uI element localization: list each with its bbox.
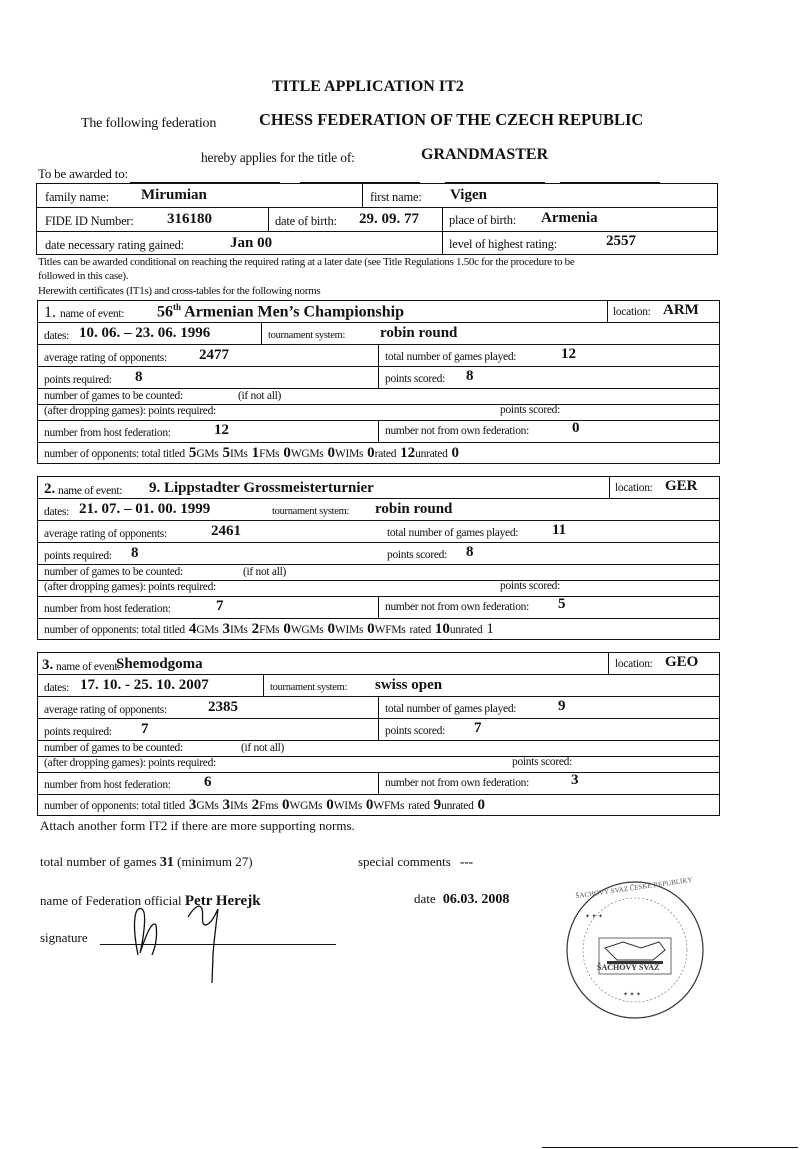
norm-3-location-label: location:: [615, 658, 653, 670]
stamp-rim-text: ŠACHOVÝ SVAZ ČESKÉ REPUBLIKY: [575, 875, 693, 901]
attach-note: Attach another form IT2 if there are more supporting norms.: [40, 818, 355, 833]
unrated-label: unrated: [415, 448, 448, 460]
norm-1-req: 8: [135, 369, 143, 385]
norm-3-avg-label: average rating of opponents:: [44, 704, 167, 716]
norm-2-after-label: (after dropping games): points required:: [44, 581, 216, 593]
wfms-count: 0: [367, 445, 375, 461]
rule: [37, 442, 720, 443]
norm-2-scored: 8: [466, 544, 474, 560]
rule: [37, 388, 720, 389]
federation-stamp: [563, 875, 707, 1022]
unrated-count: 0: [477, 797, 486, 813]
norm-2-ifnotall: (if not all): [243, 566, 287, 578]
norm-2-host-label: number from host federation:: [44, 603, 171, 615]
wims-count: 0: [326, 797, 334, 813]
divider: [378, 344, 379, 388]
norm-3-scored2-label: points scored:: [512, 756, 572, 768]
norm-1-avg-label: average rating of opponents:: [44, 352, 167, 364]
highest-rating-label: level of highest rating:: [449, 237, 558, 251]
signature-scribble: [128, 895, 238, 985]
norm-1-scored-label: points scored:: [385, 373, 445, 385]
ims-label: IMs: [229, 624, 248, 636]
official-name: Petr Herejk: [184, 893, 261, 909]
divider: [261, 322, 262, 344]
fms-label: Fms: [259, 800, 279, 812]
divider: [378, 772, 379, 794]
family-name-value: Mirumian: [141, 187, 207, 203]
wfms-label: WFMs: [374, 624, 406, 636]
awarded-to-label: To be awarded to:: [38, 166, 128, 181]
fms-count: 2: [251, 797, 260, 813]
norm-2-scored-label: points scored:: [387, 549, 447, 561]
wims-count: 0: [327, 621, 335, 637]
wgms-label: WGMs: [289, 800, 323, 812]
fms-count: 1: [251, 445, 260, 461]
date-label: date: [414, 891, 436, 906]
norm-1-ifnotall: (if not all): [238, 390, 282, 402]
norm-2-location-label: location:: [615, 482, 653, 494]
svg-text:✦ ✦ ✦: ✦ ✦ ✦: [623, 992, 642, 998]
norm-3-dates-label: dates:: [44, 682, 70, 694]
norm-2-event-label: name of event:: [58, 485, 123, 497]
first-name-value: Vigen: [450, 187, 487, 203]
minimum-note: (minimum 27): [177, 854, 253, 869]
date-value: 06.03. 2008: [442, 892, 510, 907]
first-name-label: first name:: [370, 190, 422, 204]
norm-3-avg: 2385: [208, 699, 238, 715]
norm-1-location-label: location:: [613, 306, 651, 318]
norm-2-counted-label: number of games to be counted:: [44, 566, 183, 578]
norm-2-dates: 21. 07. – 01. 00. 1999: [79, 501, 211, 517]
divider: [607, 300, 608, 322]
rated-count: 10: [434, 621, 450, 637]
norm-2-system: robin round: [375, 501, 453, 517]
rule: [37, 498, 720, 499]
event-ordinal: th: [173, 302, 182, 312]
special-label: special comments: [358, 854, 451, 869]
norm-1-location: ARM: [663, 302, 699, 318]
rated-count: 12: [400, 445, 416, 461]
svg-text:✦ ✦ ✦: ✦ ✦ ✦: [585, 914, 604, 920]
norm-3-req: 7: [141, 721, 149, 737]
rule: [37, 520, 720, 521]
gms-count: 5: [188, 445, 197, 461]
norm-1-counted-label: number of games to be counted:: [44, 390, 183, 402]
norm-1-host-label: number from host federation:: [44, 427, 171, 439]
bottom-rule: [542, 1147, 798, 1148]
norm-3-counted-label: number of games to be counted:: [44, 742, 183, 754]
fide-id-value: 316180: [167, 211, 212, 227]
wgms-count: 0: [283, 621, 291, 637]
unrated-count: 1: [486, 621, 494, 637]
norm-3-scored-label: points scored:: [385, 725, 445, 737]
norm-2-notown-label: number not from own federation:: [385, 601, 529, 613]
ims-label: IMs: [229, 800, 248, 812]
rule: [36, 231, 718, 232]
rated-label: rated: [409, 624, 431, 636]
wgms-label: WGMs: [290, 624, 324, 636]
rating-date-label: date necessary rating gained:: [45, 238, 184, 252]
rule: [36, 207, 718, 208]
unrated-label: unrated: [441, 800, 474, 812]
norm-3-scored: 7: [474, 720, 482, 736]
norm-1-after-label: (after dropping games): points required:: [44, 405, 216, 417]
norm-1-system: robin round: [380, 325, 458, 341]
norm-3-opponents: [44, 796, 485, 814]
norm-3-event: Shemodgoma: [116, 656, 203, 672]
norm-2-req: 8: [131, 545, 139, 561]
norm-1-opponents: [44, 444, 459, 462]
norm-2-number: 2.: [44, 481, 56, 497]
divider: [378, 696, 379, 740]
divider: [608, 652, 609, 674]
norm-2-scored2-label: points scored:: [500, 580, 560, 592]
norm-2-avg: 2461: [211, 523, 241, 539]
norm-2-location: GER: [665, 478, 698, 494]
norm-3-system: swiss open: [375, 677, 443, 693]
wims-label: WIMs: [334, 624, 364, 636]
wims-count: 0: [327, 445, 335, 461]
divider: [263, 674, 264, 696]
total-games-value: 31: [159, 855, 174, 870]
norm-3-host: 6: [204, 774, 212, 790]
highest-rating-value: 2557: [606, 233, 636, 249]
rule: [37, 542, 720, 543]
norm-1-event-label: name of event:: [60, 308, 125, 320]
conditional-note-1: Titles can be awarded conditional on reaching the required rating at a later date (see Title Regulations 1.50c for the procedure to be: [38, 256, 575, 268]
norm-2-notown: 5: [558, 596, 566, 612]
divider: [378, 420, 379, 442]
norm-3-notown-label: number not from own federation:: [385, 777, 529, 789]
opponents-label: number of opponents: total titled: [44, 448, 185, 460]
date-line: [414, 891, 509, 908]
rating-date-value: Jan 00: [230, 235, 273, 251]
divider: [268, 207, 269, 231]
ims-count: 5: [222, 445, 230, 461]
unrated-count: 0: [451, 445, 460, 461]
norm-1-notown: 0: [572, 420, 580, 436]
pob-value: Armenia: [541, 210, 598, 226]
family-name-label: family name:: [45, 190, 109, 204]
gms-label: GMs: [196, 800, 219, 812]
norm-2-opponents: [44, 620, 494, 638]
dob-label: date of birth:: [275, 214, 337, 228]
norm-3-req-label: points required:: [44, 726, 112, 738]
norm-1-number: 1.: [44, 304, 56, 321]
rule: [37, 674, 720, 675]
unrated-label: unrated: [449, 624, 483, 636]
wims-label: WIMs: [333, 800, 362, 812]
norm-3-system-label: tournament system:: [270, 682, 348, 693]
special-value: ---: [460, 854, 474, 869]
rule: [37, 322, 720, 323]
event-number: 56: [157, 303, 173, 321]
wfms-count: 0: [367, 621, 375, 637]
gms-label: GMs: [196, 448, 219, 460]
rated-count: 9: [433, 797, 442, 813]
opponents-label: number of opponents: total titled: [44, 624, 185, 636]
divider: [442, 207, 443, 255]
ims-count: 3: [222, 797, 230, 813]
norm-3-notown: 3: [571, 772, 579, 788]
pob-label: place of birth:: [449, 213, 517, 227]
event-title: Armenian Men’s Championship: [181, 303, 405, 321]
norm-1-host: 12: [214, 422, 229, 438]
total-games-line: [40, 854, 253, 871]
ims-label: IMs: [229, 448, 248, 460]
norm-2-avg-label: average rating of opponents:: [44, 528, 167, 540]
norm-3-location: GEO: [665, 654, 699, 670]
norm-2-total-label: total number of games played:: [387, 527, 519, 539]
gms-count: 3: [188, 797, 197, 813]
divider: [362, 183, 363, 207]
norm-1-req-label: points required:: [44, 374, 112, 386]
wgms-label: WGMs: [290, 448, 324, 460]
divider: [609, 476, 610, 498]
wfms-count: 0: [365, 797, 374, 813]
conditional-note-2: followed in this case).: [38, 270, 129, 282]
federation-name: CHESS FEDERATION OF THE CZECH REPUBLIC: [259, 110, 644, 129]
norm-3-host-label: number from host federation:: [44, 779, 171, 791]
norm-1-dates-label: dates:: [44, 330, 70, 342]
norm-3-ifnotall: (if not all): [241, 742, 285, 754]
title-applied: GRANDMASTER: [421, 146, 549, 163]
signature-label: signature: [40, 930, 88, 945]
stamp-center-text: ŠACHOVÝ SVAZ: [597, 963, 660, 972]
gms-count: 4: [188, 621, 197, 637]
norm-1-total: 12: [561, 346, 576, 362]
form-title: TITLE APPLICATION IT2: [272, 78, 464, 95]
federation-label: The following federation: [81, 116, 217, 131]
rule: [37, 618, 720, 619]
dob-value: 29. 09. 77: [359, 211, 419, 227]
norm-1-event: [157, 302, 404, 321]
norm-3-total: 9: [558, 698, 566, 714]
fide-id-label: FIDE ID Number:: [45, 214, 134, 228]
fms-label: FMs: [259, 448, 280, 460]
norm-2-event: 9. Lippstadter Grossmeisterturnier: [149, 480, 374, 496]
rule: [37, 740, 720, 741]
norm-1-scored: 8: [466, 368, 474, 384]
norm-3-dates: 17. 10. - 25. 10. 2007: [80, 677, 209, 693]
norm-3-after-label: (after dropping games): points required:: [44, 757, 216, 769]
fms-count: 2: [251, 621, 260, 637]
norm-2-total: 11: [552, 522, 567, 538]
ims-count: 3: [222, 621, 230, 637]
norm-1-scored2-label: points scored:: [500, 404, 560, 416]
divider: [378, 596, 379, 618]
norm-3-total-label: total number of games played:: [385, 703, 517, 715]
herewith-note: Herewith certificates (IT1s) and cross-tables for the following norms: [38, 285, 321, 297]
wfms-label: WFMs: [373, 800, 405, 812]
wgms-count: 0: [282, 797, 290, 813]
norm-1-dates: 10. 06. – 23. 06. 1996: [79, 325, 211, 341]
norm-3-event-label: name of event:: [56, 661, 121, 673]
norm-1-notown-label: number not from own federation:: [385, 425, 529, 437]
norm-2-host: 7: [216, 598, 224, 614]
applies-label: hereby applies for the title of:: [201, 150, 355, 165]
fms-label: FMs: [259, 624, 280, 636]
wgms-count: 0: [283, 445, 291, 461]
norm-2-req-label: points required:: [44, 550, 112, 562]
rated-label: rated: [374, 448, 397, 460]
official-label: name of Federation official: [40, 893, 182, 908]
norm-1-total-label: total number of games played:: [385, 351, 517, 363]
special-comments: [358, 854, 473, 870]
rated-label: rated: [408, 800, 430, 812]
norm-3-number: 3.: [42, 657, 54, 673]
rule: [37, 564, 720, 565]
wims-label: WIMs: [334, 448, 364, 460]
opponents-label: number of opponents: total titled: [44, 800, 185, 812]
total-games-label: total number of games: [40, 854, 157, 869]
norm-2-system-label: tournament system:: [272, 506, 350, 517]
norm-2-dates-label: dates:: [44, 506, 70, 518]
rule: [37, 794, 720, 795]
norm-1-system-label: tournament system:: [268, 330, 346, 341]
norm-1-avg: 2477: [199, 347, 229, 363]
gms-label: GMs: [196, 624, 219, 636]
